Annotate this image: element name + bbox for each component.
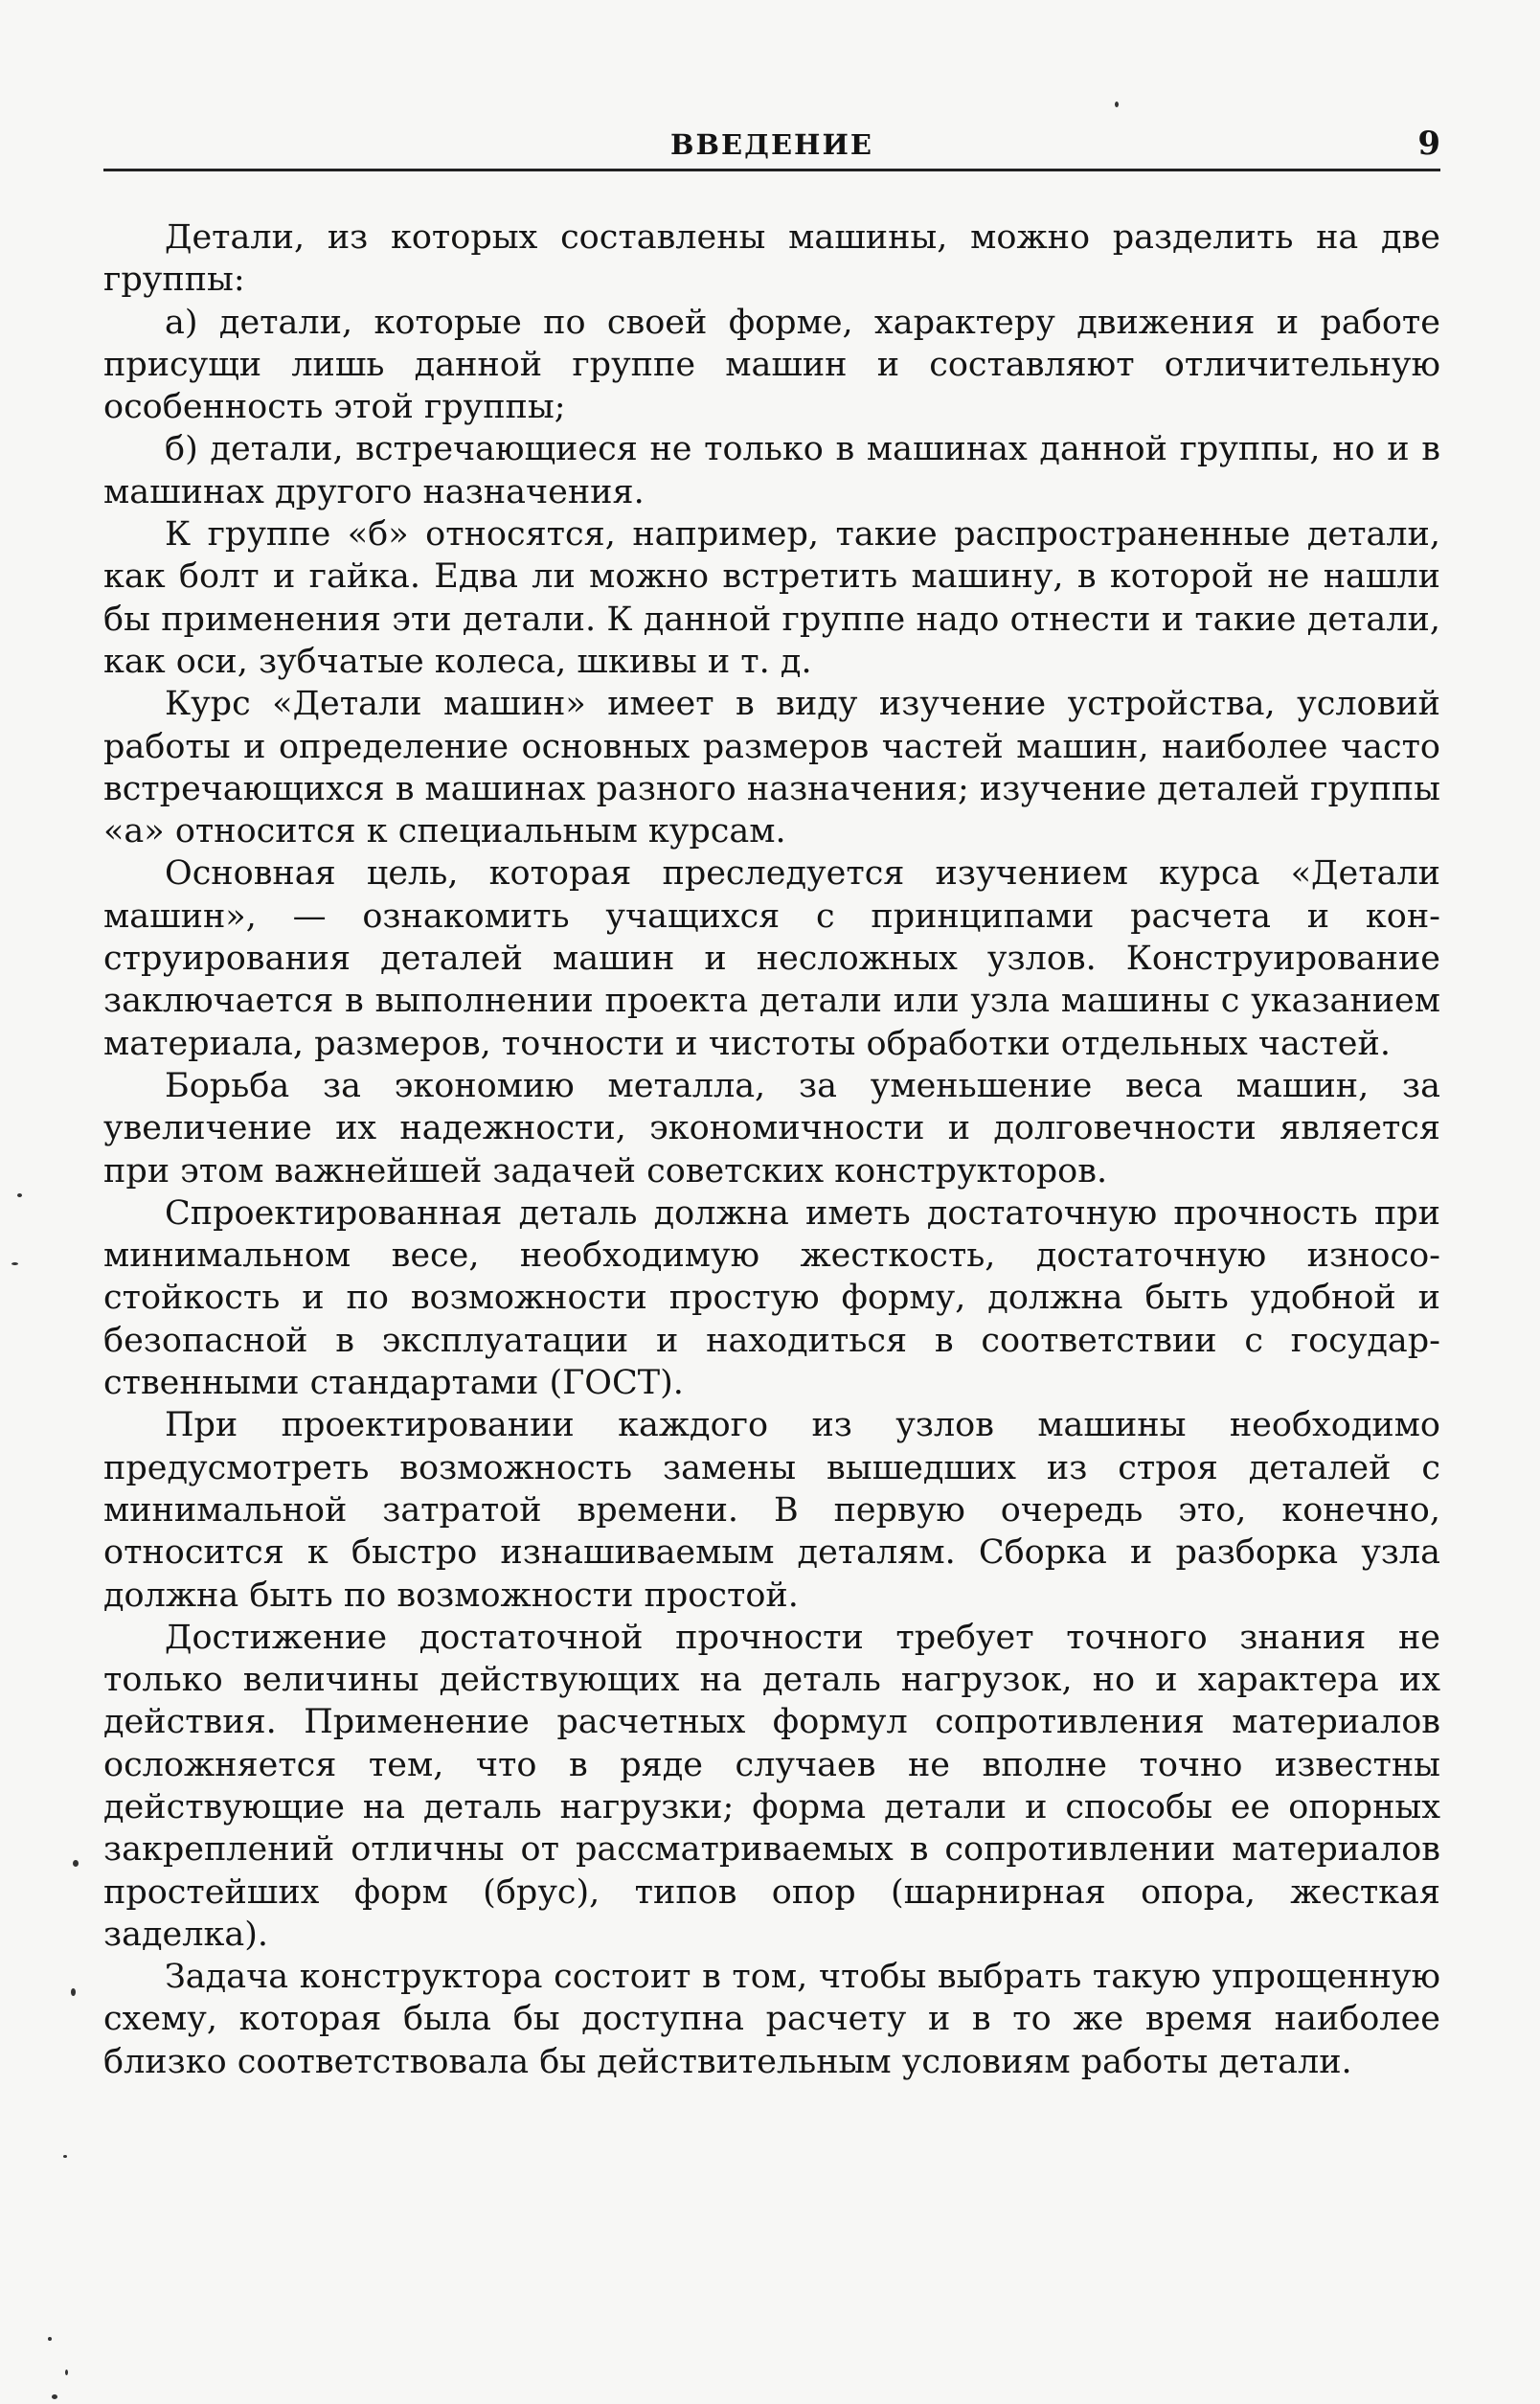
paragraph-designed-part: Спроектированная деталь должна иметь достаточную прочность при минимальном весе, необходимую жесткость, достаточную износостойкость и по возможности простую форму, должна быть удобной и безопасной в эксплуатации и находиться в соответствии с государственными стандартами (ГОСТ).	[103, 1193, 1440, 1403]
header-rule	[103, 169, 1440, 171]
scan-speck	[17, 1193, 22, 1197]
scan-speck	[63, 2155, 67, 2158]
scan-speck	[73, 1860, 79, 1867]
paragraph-strength: Достижение достаточной прочности требует точного знания не только величины действующих на деталь нагрузок, но и характера их действия. Применение расчетных формул сопротивления материалов осложняется тем, что в ряде случаев не вполне точно известны действующие на деталь нагрузки; форма детали и способы ее опорных закреплений отличны от рассматриваемых в сопротивлении материалов простейших форм (брус), типов опор (шарнирная опора, жесткая заделка).	[103, 1618, 1440, 1954]
paragraph-group-a: а) детали, которые по своей форме, характеру движения и работе присущи лишь данной группе машин и составляют отличительную особенность этой группы;	[103, 303, 1440, 427]
scan-speck	[1115, 102, 1119, 107]
paragraph-intro: Детали, из которых составлены машины, можно разделить на две группы:	[103, 218, 1440, 300]
paragraph-designer-task: Задача конструктора состоит в том, чтобы выбрать такую упрощенную схему, которая была бы доступна расчету и в то же время наиболее близко соответствовала бы действительным условиям работы детали.	[103, 1958, 1440, 2081]
paragraph-course-scope: Курс «Детали машин» имеет в виду изучение устройства, условий работы и определение основных размеров частей машин, наиболее часто встречающихся в машинах разного назначения; изучение деталей группы «а» относится к специальным курсам.	[103, 685, 1440, 851]
paragraph-metal-economy: Борьба за экономию металла, за уменьшение веса машин, за увеличение их надежности, экономичности и долговечности является при этом важнейшей задачей советских конструкторов.	[103, 1066, 1440, 1191]
running-title: ВВЕДЕНИЕ	[670, 128, 873, 161]
scan-speck	[52, 2394, 57, 2399]
paragraph-group-b: б) детали, встречающиеся не только в машинах данной группы, но и в машинах другого назначения.	[103, 430, 1440, 511]
page-header	[103, 123, 1440, 170]
body-text	[103, 216, 1440, 2083]
scan-speck	[48, 2337, 52, 2341]
page-number: 9	[1417, 125, 1440, 163]
scan-speck	[65, 2370, 68, 2375]
scan-speck	[11, 1262, 18, 1265]
scan-speck	[71, 1988, 76, 1996]
paragraph-course-goal: Основная цель, которая преследуется изучением курса «Детали машин», — ознакомить учащихся с принципами расчета и конструирования деталей машин и несложных узлов. Конструирование заключается в выполнении проекта детали или узла машины с указанием материала, размеров, точности и чистоты обработки отдельных частей.	[103, 854, 1440, 1063]
paragraph-group-b-examples: К группе «б» относятся, например, такие распространенные детали, как болт и гайка. Едва ли можно встретить машину, в которой не нашли бы применения эти детали. К данной группе надо отнести и такие детали, как оси, зубчатые колеса, шкивы и т. д.	[103, 515, 1440, 681]
paragraph-replacement: При проектировании каждого из узлов машины необходимо предусмотреть возможность замены вышедших из строя деталей с минимальной затратой времени. В первую очередь это, конечно, относится к быстро изнашиваемым деталям. Сборка и разборка узла должна быть по возможности простой.	[103, 1406, 1440, 1615]
